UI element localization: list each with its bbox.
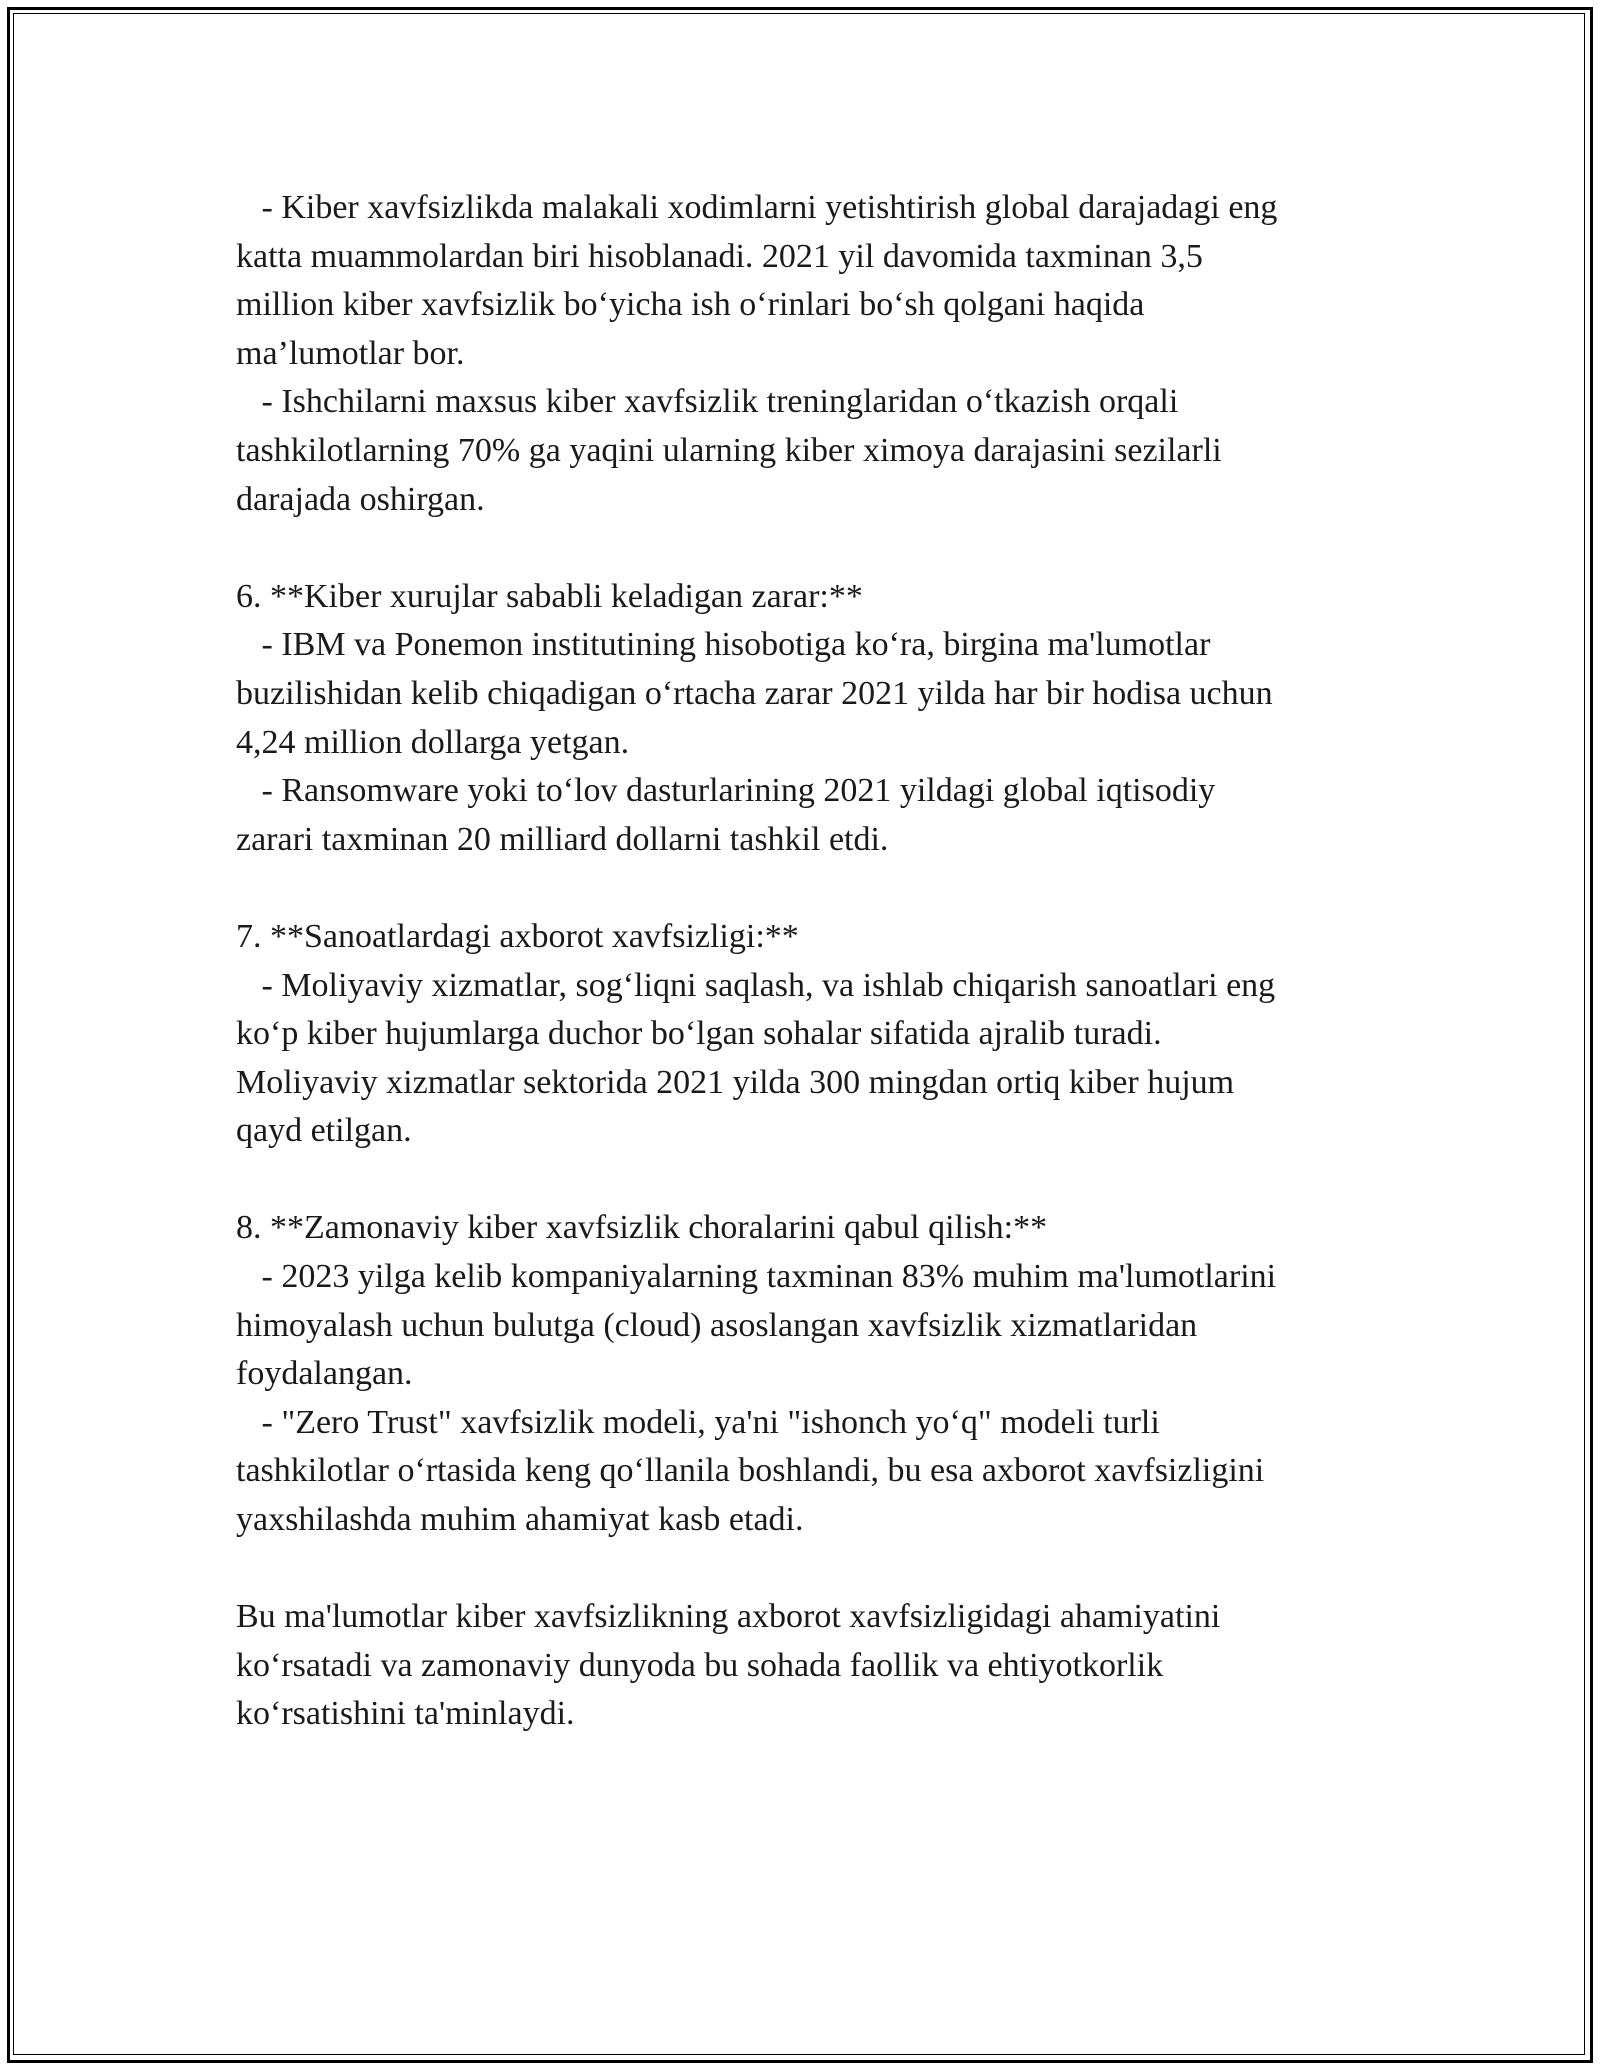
- text-line: katta muammolardan biri hisoblanadi. 2021 yil davomida taxminan 3,5: [236, 237, 1203, 275]
- text-line: ko‘p kiber hujumlarga duchor bo‘lgan sohalar sifatida ajralib turadi.: [236, 1015, 1162, 1053]
- text-line: million kiber xavfsizlik bo‘yicha ish o‘rinlari bo‘sh qolgani haqida: [236, 286, 1145, 324]
- text-line: yaxshilashda muhim ahamiyat kasb etadi.: [236, 1501, 804, 1539]
- text-line: Bu ma'lumotlar kiber xavfsizlikning axborot xavfsizligidagi ahamiyatini: [236, 1598, 1221, 1636]
- paragraph-gap: [236, 1156, 1386, 1205]
- paragraph-gap: [236, 524, 1386, 573]
- section-8: [236, 1204, 1386, 1544]
- text-line: himoyalash uchun bulutga (cloud) asoslangan xavfsizlik xizmatlaridan: [236, 1306, 1198, 1344]
- intro-bullet-1: [236, 184, 1386, 378]
- text-line: darajada oshirgan.: [236, 480, 485, 518]
- document-body: [236, 184, 1386, 1739]
- text-line: - Moliyaviy xizmatlar, sog‘liqni saqlash, va ishlab chiqarish sanoatlari eng: [236, 966, 1276, 1004]
- text-line: Moliyaviy xizmatlar sektorida 2021 yilda 300 mingdan ortiq kiber hujum: [236, 1063, 1235, 1101]
- text-line: foydalangan.: [236, 1355, 413, 1393]
- text-line: - Ransomware yoki to‘lov dasturlarining 2021 yildagi global iqtisodiy: [236, 772, 1216, 810]
- section-6: [236, 573, 1386, 865]
- text-line: - IBM va Ponemon institutining hisobotiga ko‘ra, birgina ma'lumotlar: [236, 626, 1211, 664]
- section-8-heading: 8. **Zamonaviy kiber xavfsizlik choralarini qabul qilish:**: [236, 1209, 1048, 1247]
- text-line: - Ishchilarni maxsus kiber xavfsizlik treninglaridan o‘tkazish orqali: [236, 383, 1179, 421]
- text-line: ma’lumotlar bor.: [236, 334, 465, 372]
- text-line: zarari taxminan 20 milliard dollarni tashkil etdi.: [236, 820, 889, 858]
- text-line: buzilishidan kelib chiqadigan o‘rtacha zarar 2021 yilda har bir hodisa uchun: [236, 674, 1273, 712]
- section-6-heading: 6. **Kiber xurujlar sababli keladigan zarar:**: [236, 577, 863, 615]
- text-line: - 2023 yilga kelib kompaniyalarning taxminan 83% muhim ma'lumotlarini: [236, 1258, 1277, 1296]
- text-line: tashkilotlar o‘rtasida keng qo‘llanila boshlandi, bu esa axborot xavfsizligini: [236, 1452, 1265, 1490]
- paragraph-gap: [236, 1545, 1386, 1594]
- text-line: 4,24 million dollarga yetgan.: [236, 723, 630, 761]
- text-line: - Kiber xavfsizlikda malakali xodimlarni yetishtirish global darajadagi eng: [236, 189, 1278, 226]
- text-line: tashkilotlarning 70% ga yaqini ularning kiber ximoya darajasini sezilarli: [236, 431, 1222, 469]
- paragraph-gap: [236, 864, 1386, 913]
- text-line: ko‘rsatishini ta'minlaydi.: [236, 1695, 575, 1733]
- section-7-heading: 7. **Sanoatlardagi axborot xavfsizligi:**: [236, 917, 799, 955]
- text-line: ko‘rsatadi va zamonaviy dunyoda bu sohada faollik va ehtiyotkorlik: [236, 1646, 1164, 1684]
- conclusion-paragraph: [236, 1593, 1386, 1739]
- intro-bullet-2: [236, 378, 1386, 524]
- text-line: - "Zero Trust" xavfsizlik modeli, ya'ni "ishonch yo‘q" modeli turli: [236, 1403, 1160, 1441]
- section-7: [236, 913, 1386, 1156]
- text-line: qayd etilgan.: [236, 1112, 412, 1150]
